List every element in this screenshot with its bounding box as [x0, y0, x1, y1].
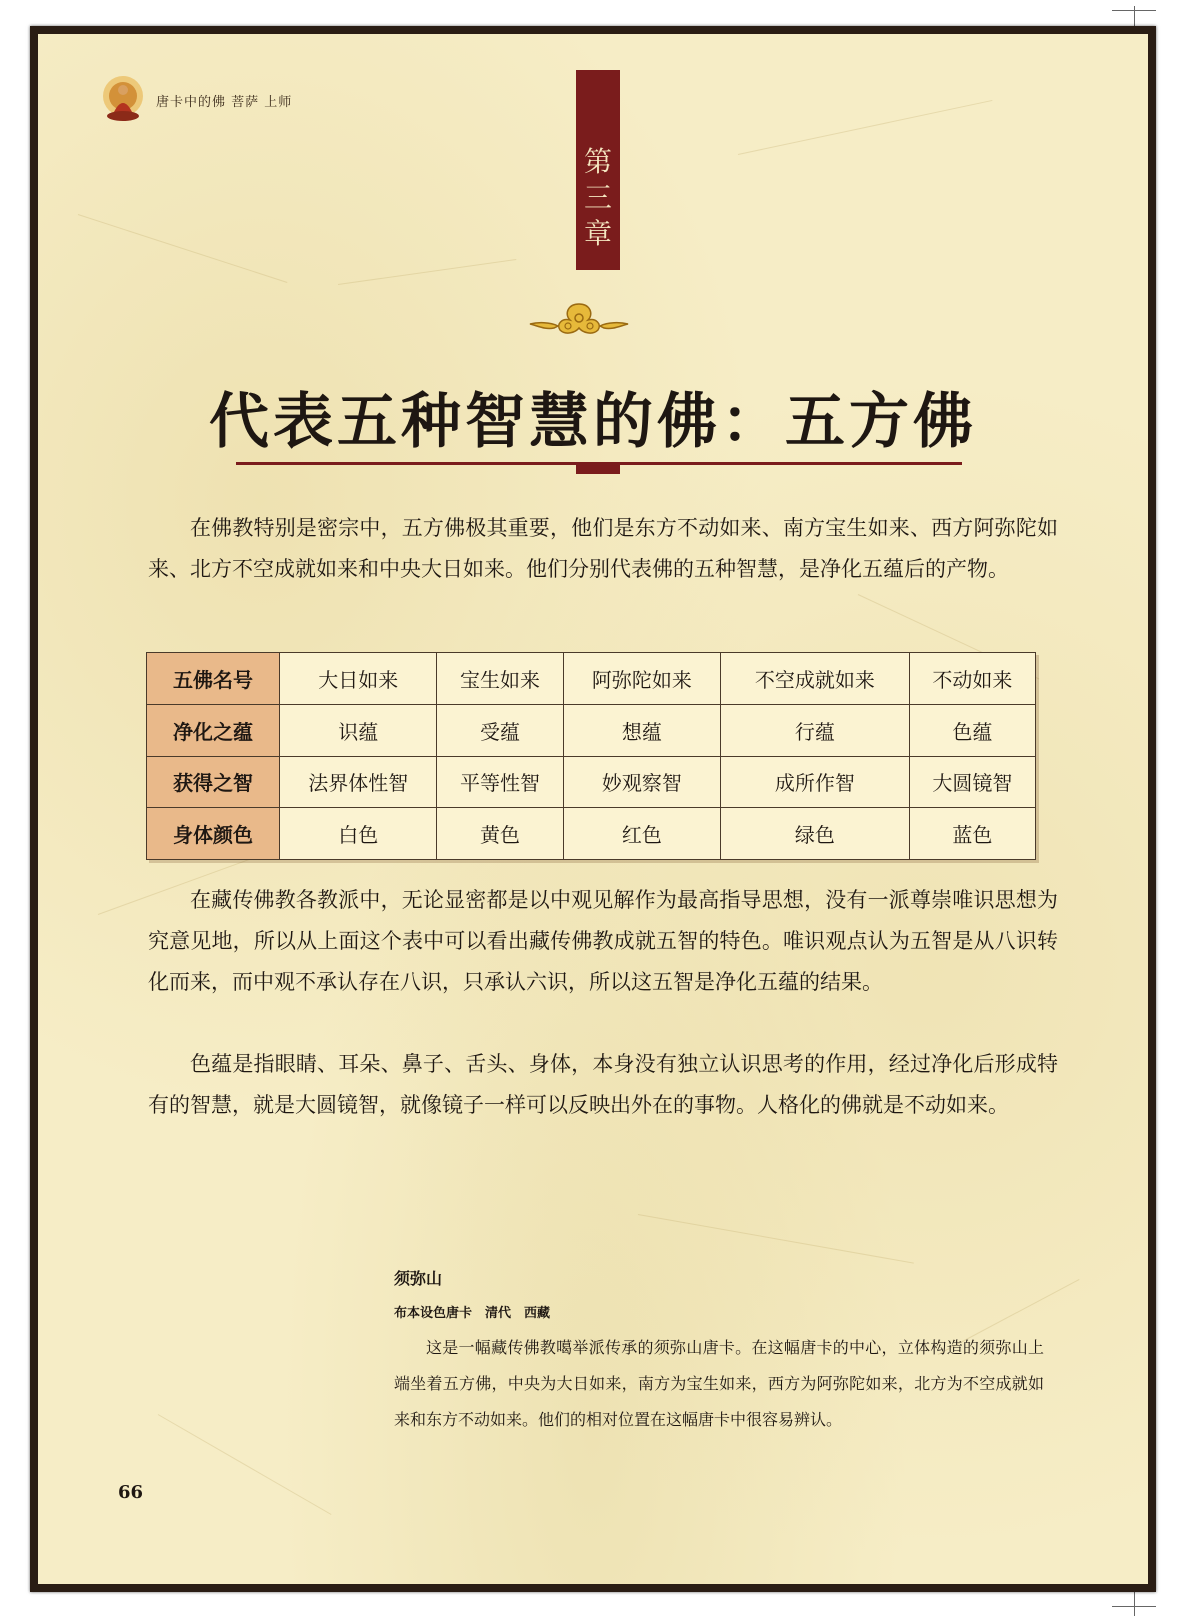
table-cell: 黄色: [437, 808, 563, 860]
table-cell: 色蕴: [909, 704, 1035, 756]
caption-title: 须弥山: [394, 1269, 443, 1288]
table-cell: 阿弥陀如来: [563, 653, 720, 705]
running-header: [98, 70, 292, 130]
table-cell: 蓝色: [909, 808, 1035, 860]
table-cell: 平等性智: [437, 756, 563, 808]
table-cell: 妙观察智: [563, 756, 720, 808]
table-cell: 红色: [563, 808, 720, 860]
table-cell: 受蕴: [437, 704, 563, 756]
chapter-char: 三: [583, 181, 612, 214]
auspicious-cloud-icon: [524, 298, 634, 342]
table-cell: 识蕴: [280, 704, 437, 756]
five-buddhas-table: [146, 652, 1036, 860]
caption-subtitle: 布本设色唐卡 清代 西藏: [394, 1306, 551, 1321]
table-row: [147, 704, 1036, 756]
table-cell: 成所作智: [721, 756, 910, 808]
table-cell: 不空成就如来: [721, 653, 910, 705]
table-cell: 宝生如来: [437, 653, 563, 705]
table-cell: 想蕴: [563, 704, 720, 756]
row-header: 五佛名号: [147, 653, 280, 705]
table-cell: 行蕴: [721, 704, 910, 756]
row-header: 获得之智: [147, 756, 280, 808]
seated-buddha-icon: [98, 74, 148, 126]
chapter-tab: [576, 70, 620, 270]
table-cell: 不动如来: [909, 653, 1035, 705]
chapter-char: 章: [583, 217, 612, 250]
running-title: 唐卡中的佛 菩萨 上师: [156, 94, 293, 110]
table-cell: 法界体性智: [280, 756, 437, 808]
chapter-char: 第: [583, 145, 612, 178]
title-underline-tab: [576, 462, 620, 474]
row-header: 身体颜色: [147, 808, 280, 860]
table-cell: 白色: [280, 808, 437, 860]
table-cell: 绿色: [721, 808, 910, 860]
table-cell: 大圆镜智: [909, 756, 1035, 808]
caption-body: 这是一幅藏传佛教噶举派传承的须弥山唐卡。在这幅唐卡的中心，立体构造的须弥山上端坐着五方佛，中央为大日如来，南方为宝生如来，西方为阿弥陀如来，北方为不空成就如来和东方不动如来。他们的相对位置在这幅唐卡中很容易辨认。: [394, 1338, 1044, 1429]
body-paragraph: 色蕴是指眼睛、耳朵、鼻子、舌头、身体，本身没有独立认识思考的作用，经过净化后形成特有的智慧，就是大圆镜智，就像镜子一样可以反映出外在的事物。人格化的佛就是不动如来。: [148, 1052, 1058, 1117]
intro-paragraph: 在佛教特别是密宗中，五方佛极其重要，他们是东方不动如来、南方宝生如来、西方阿弥陀如来、北方不空成就如来和中央大日如来。他们分别代表佛的五种智慧，是净化五蕴后的产物。: [148, 516, 1058, 581]
row-header: 净化之蕴: [147, 704, 280, 756]
page-number: 66: [118, 1482, 144, 1503]
table-row: [147, 653, 1036, 705]
table-cell: 大日如来: [280, 653, 437, 705]
table-row: [147, 756, 1036, 808]
crop-mark: [1112, 1606, 1156, 1607]
body-paragraph: 在藏传佛教各教派中，无论显密都是以中观见解作为最高指导思想，没有一派尊崇唯识思想为究意见地，所以从上面这个表中可以看出藏传佛教成就五智的特色。唯识观点认为五智是从八识转化而来，而中观不承认存在八识，只承认六识，所以这五智是净化五蕴的结果。: [148, 888, 1058, 994]
page-title: 代表五种智慧的佛：五方佛: [209, 387, 977, 457]
table-row: [147, 808, 1036, 860]
page-paper: [38, 34, 1148, 1584]
crop-mark: [1112, 10, 1156, 11]
